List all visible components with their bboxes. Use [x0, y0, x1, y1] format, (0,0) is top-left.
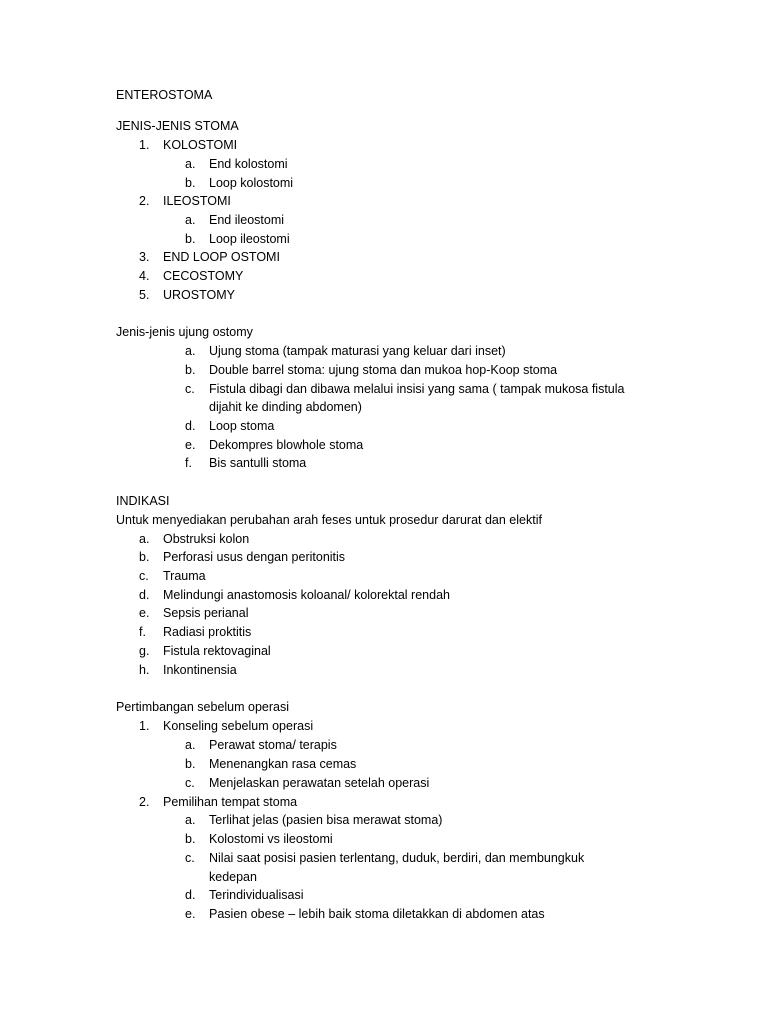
list-marker: a. — [139, 532, 150, 546]
list-item: Melindungi anastomosis koloanal/ kolorektal rendah — [163, 588, 450, 602]
list-item: Konseling sebelum operasi — [163, 719, 314, 733]
list-marker: e. — [139, 606, 150, 620]
list-item: KOLOSTOMI — [163, 138, 238, 152]
sublist-item: Menjelaskan perawatan setelah operasi — [209, 776, 430, 790]
sublist-marker: b. — [185, 232, 196, 246]
sublist-marker: a. — [185, 813, 196, 827]
list-item: Pemilihan tempat stoma — [163, 795, 298, 809]
list-item: Sepsis perianal — [163, 606, 249, 620]
list-marker: b. — [185, 363, 196, 377]
list-marker: f. — [185, 456, 192, 470]
list-item: Fistula rektovaginal — [163, 644, 271, 658]
sublist-marker: a. — [185, 213, 196, 227]
section-heading-indikasi: INDIKASI — [116, 494, 170, 508]
sublist-item: Menenangkan rasa cemas — [209, 757, 357, 771]
sublist-marker: b. — [185, 176, 196, 190]
sublist-item: Kolostomi vs ileostomi — [209, 832, 333, 846]
document-title: ENTEROSTOMA — [116, 88, 213, 102]
list-item: Obstruksi kolon — [163, 532, 250, 546]
list-marker: h. — [139, 663, 150, 677]
list-item: ILEOSTOMI — [163, 194, 231, 208]
list-marker: 1. — [139, 138, 150, 152]
sublist-item: Loop ileostomi — [209, 232, 290, 246]
sublist-item: Pasien obese – lebih baik stoma diletakkan di abdomen atas — [209, 907, 545, 921]
sublist-marker: c. — [185, 776, 195, 790]
list-marker: b. — [139, 550, 150, 564]
list-marker: a. — [185, 344, 196, 358]
list-marker: 3. — [139, 250, 150, 264]
sublist-marker: d. — [185, 888, 196, 902]
list-item: Ujung stoma (tampak maturasi yang keluar dari inset) — [209, 344, 506, 358]
sublist-marker: c. — [185, 851, 195, 865]
list-item-continuation: dijahit ke dinding abdomen) — [209, 400, 362, 414]
sublist-item: Terindividualisasi — [209, 888, 304, 902]
section-intro: Untuk menyediakan perubahan arah feses untuk prosedur darurat dan elektif — [116, 513, 542, 527]
list-marker: 5. — [139, 288, 150, 302]
list-marker: d. — [139, 588, 150, 602]
sublist-item: End kolostomi — [209, 157, 288, 171]
list-marker: 4. — [139, 269, 150, 283]
list-item: Loop stoma — [209, 419, 275, 433]
sublist-marker: a. — [185, 738, 196, 752]
list-item: Fistula dibagi dan dibawa melalui insisi yang sama ( tampak mukosa fistula — [209, 382, 625, 396]
list-item: Radiasi proktitis — [163, 625, 252, 639]
sublist-marker: b. — [185, 757, 196, 771]
list-item: Bis santulli stoma — [209, 456, 307, 470]
list-marker: 2. — [139, 795, 150, 809]
list-item: Perforasi usus dengan peritonitis — [163, 550, 346, 564]
sublist-item-continuation: kedepan — [209, 870, 257, 884]
list-item: CECOSTOMY — [163, 269, 244, 283]
sublist-marker: b. — [185, 832, 196, 846]
list-marker: 1. — [139, 719, 150, 733]
sublist-item: Perawat stoma/ terapis — [209, 738, 337, 752]
list-marker: g. — [139, 644, 150, 658]
list-marker: c. — [139, 569, 149, 583]
sublist-item: Terlihat jelas (pasien bisa merawat stoma) — [209, 813, 443, 827]
list-item: Double barrel stoma: ujung stoma dan mukoa hop-Koop stoma — [209, 363, 558, 377]
section-heading-pertimbangan: Pertimbangan sebelum operasi — [116, 700, 290, 714]
list-marker: e. — [185, 438, 196, 452]
section-heading-ujung-ostomy: Jenis-jenis ujung ostomy — [116, 325, 253, 339]
sublist-item: Nilai saat posisi pasien terlentang, duduk, berdiri, dan membungkuk — [209, 851, 585, 865]
list-item: Inkontinensia — [163, 663, 237, 677]
list-marker: c. — [185, 382, 195, 396]
sublist-item: End ileostomi — [209, 213, 285, 227]
section-heading-jenis-stoma: JENIS-JENIS STOMA — [116, 119, 239, 133]
list-item: UROSTOMY — [163, 288, 235, 302]
list-marker: d. — [185, 419, 196, 433]
list-marker: f. — [139, 625, 146, 639]
list-item: Trauma — [163, 569, 206, 583]
list-item: END LOOP OSTOMI — [163, 250, 280, 264]
sublist-marker: a. — [185, 157, 196, 171]
sublist-item: Loop kolostomi — [209, 176, 294, 190]
list-item: Dekompres blowhole stoma — [209, 438, 364, 452]
sublist-marker: e. — [185, 907, 196, 921]
list-marker: 2. — [139, 194, 150, 208]
